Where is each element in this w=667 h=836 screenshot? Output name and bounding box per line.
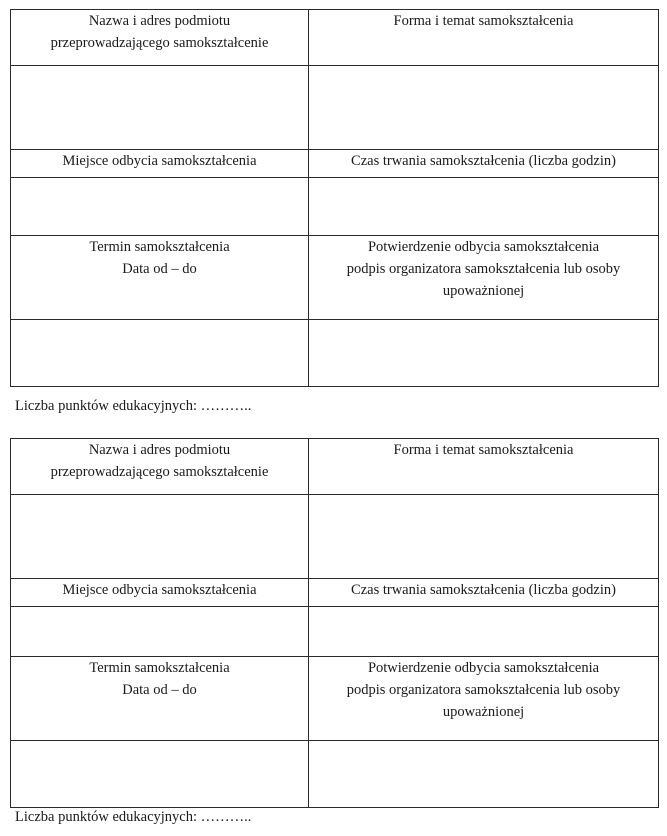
organizer-input-cell[interactable]: [11, 495, 309, 579]
date-label-line: Data od – do: [122, 682, 197, 698]
duration-label-cell: [309, 150, 659, 178]
place-label-cell: [11, 579, 309, 607]
form-topic-label-cell: [309, 439, 659, 495]
form-topic-label: Forma i temat samokształcenia: [393, 442, 574, 458]
date-label-line: Termin samokształcenia: [89, 239, 230, 255]
self-education-form-2: [10, 438, 658, 808]
confirmation-label-line: Potwierdzenie odbycia samokształcenia: [367, 239, 600, 255]
form-topic-label-cell: [309, 10, 659, 66]
form-table: [10, 9, 659, 387]
confirmation-signature-cell[interactable]: [309, 741, 659, 808]
duration-label: Czas trwania samokształcenia (liczba godzin): [351, 582, 616, 598]
confirmation-label-line: podpis organizatora samokształcenia lub osoby: [346, 261, 621, 277]
organizer-label-line: Nazwa i adres podmiotu: [88, 442, 231, 458]
organizer-label-line: Nazwa i adres podmiotu: [88, 13, 231, 29]
date-label-line: Termin samokształcenia: [89, 660, 230, 676]
education-points-line: Liczba punktów edukacyjnych: ………..: [15, 809, 252, 825]
confirmation-label-cell: [309, 236, 659, 320]
confirmation-label-line: upoważnionej: [442, 283, 525, 299]
place-label-cell: [11, 150, 309, 178]
confirmation-label-line: Potwierdzenie odbycia samokształcenia: [367, 660, 600, 676]
organizer-label-line: przeprowadzającego samokształcenie: [50, 35, 269, 51]
place-input-cell[interactable]: [11, 178, 309, 236]
organizer-input-cell[interactable]: [11, 66, 309, 150]
place-label: Miejsce odbycia samokształcenia: [62, 582, 257, 598]
date-input-cell[interactable]: [11, 320, 309, 387]
organizer-label-line: przeprowadzającego samokształcenie: [50, 464, 269, 480]
date-label-line: Data od – do: [122, 261, 197, 277]
duration-label: Czas trwania samokształcenia (liczba godzin): [351, 153, 616, 169]
place-input-cell[interactable]: [11, 607, 309, 657]
form-table: [10, 438, 659, 808]
confirmation-label-line: podpis organizatora samokształcenia lub osoby: [346, 682, 621, 698]
duration-label-cell: [309, 579, 659, 607]
education-points-line: Liczba punktów edukacyjnych: ………..: [15, 398, 252, 414]
self-education-form-1: [10, 9, 658, 387]
confirmation-label-cell: [309, 657, 659, 741]
date-input-cell[interactable]: [11, 741, 309, 808]
form-topic-input-cell[interactable]: [309, 66, 659, 150]
duration-input-cell[interactable]: [309, 178, 659, 236]
place-label: Miejsce odbycia samokształcenia: [62, 153, 257, 169]
date-label-cell: [11, 657, 309, 741]
organizer-label-cell: [11, 439, 309, 495]
duration-input-cell[interactable]: [309, 607, 659, 657]
form-topic-input-cell[interactable]: [309, 495, 659, 579]
form-topic-label: Forma i temat samokształcenia: [393, 13, 574, 29]
date-label-cell: [11, 236, 309, 320]
confirmation-label-line: upoważnionej: [442, 704, 525, 720]
confirmation-signature-cell[interactable]: [309, 320, 659, 387]
organizer-label-cell: [11, 10, 309, 66]
